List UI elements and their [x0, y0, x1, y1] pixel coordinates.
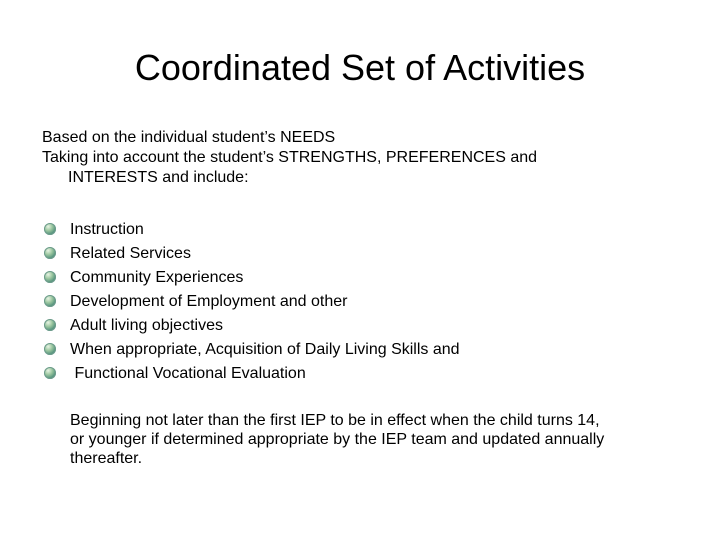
sphere-bullet-icon	[44, 319, 56, 331]
closing-line-3: thereafter.	[70, 450, 143, 467]
list-item	[42, 340, 682, 364]
intro-line-interests: INTERESTS and include:	[68, 169, 249, 186]
list-item	[42, 364, 682, 388]
sphere-bullet-icon	[44, 247, 56, 259]
list-item	[42, 268, 682, 292]
list-item-text: Instruction	[70, 221, 144, 238]
activities-list	[42, 220, 682, 388]
list-item-text: Development of Employment and other	[70, 293, 348, 310]
slide-title: Coordinated Set of Activities	[134, 47, 586, 88]
list-item	[42, 316, 682, 340]
intro-text	[42, 128, 682, 188]
list-item-text: When appropriate, Acquisition of Daily Living Skills and	[70, 341, 460, 358]
sphere-bullet-icon	[44, 367, 56, 379]
closing-line-1: Beginning not later than the first IEP to be in effect when the child turns 14,	[70, 412, 600, 429]
list-item	[42, 220, 682, 244]
sphere-bullet-icon	[44, 343, 56, 355]
sphere-bullet-icon	[44, 271, 56, 283]
list-item	[42, 292, 682, 316]
closing-text	[70, 411, 690, 468]
list-item-text: Functional Vocational Evaluation	[70, 365, 306, 382]
list-item-text: Related Services	[70, 245, 191, 262]
sphere-bullet-icon	[44, 295, 56, 307]
sphere-bullet-icon	[44, 223, 56, 235]
closing-line-2: or younger if determined appropriate by the IEP team and updated annually	[70, 431, 605, 448]
list-item	[42, 244, 682, 268]
intro-line-strengths: Taking into account the student’s STRENGTHS, PREFERENCES and	[42, 149, 538, 166]
intro-line-needs: Based on the individual student’s NEEDS	[42, 129, 336, 146]
list-item-text: Adult living objectives	[70, 317, 223, 334]
list-item-text: Community Experiences	[70, 269, 244, 286]
